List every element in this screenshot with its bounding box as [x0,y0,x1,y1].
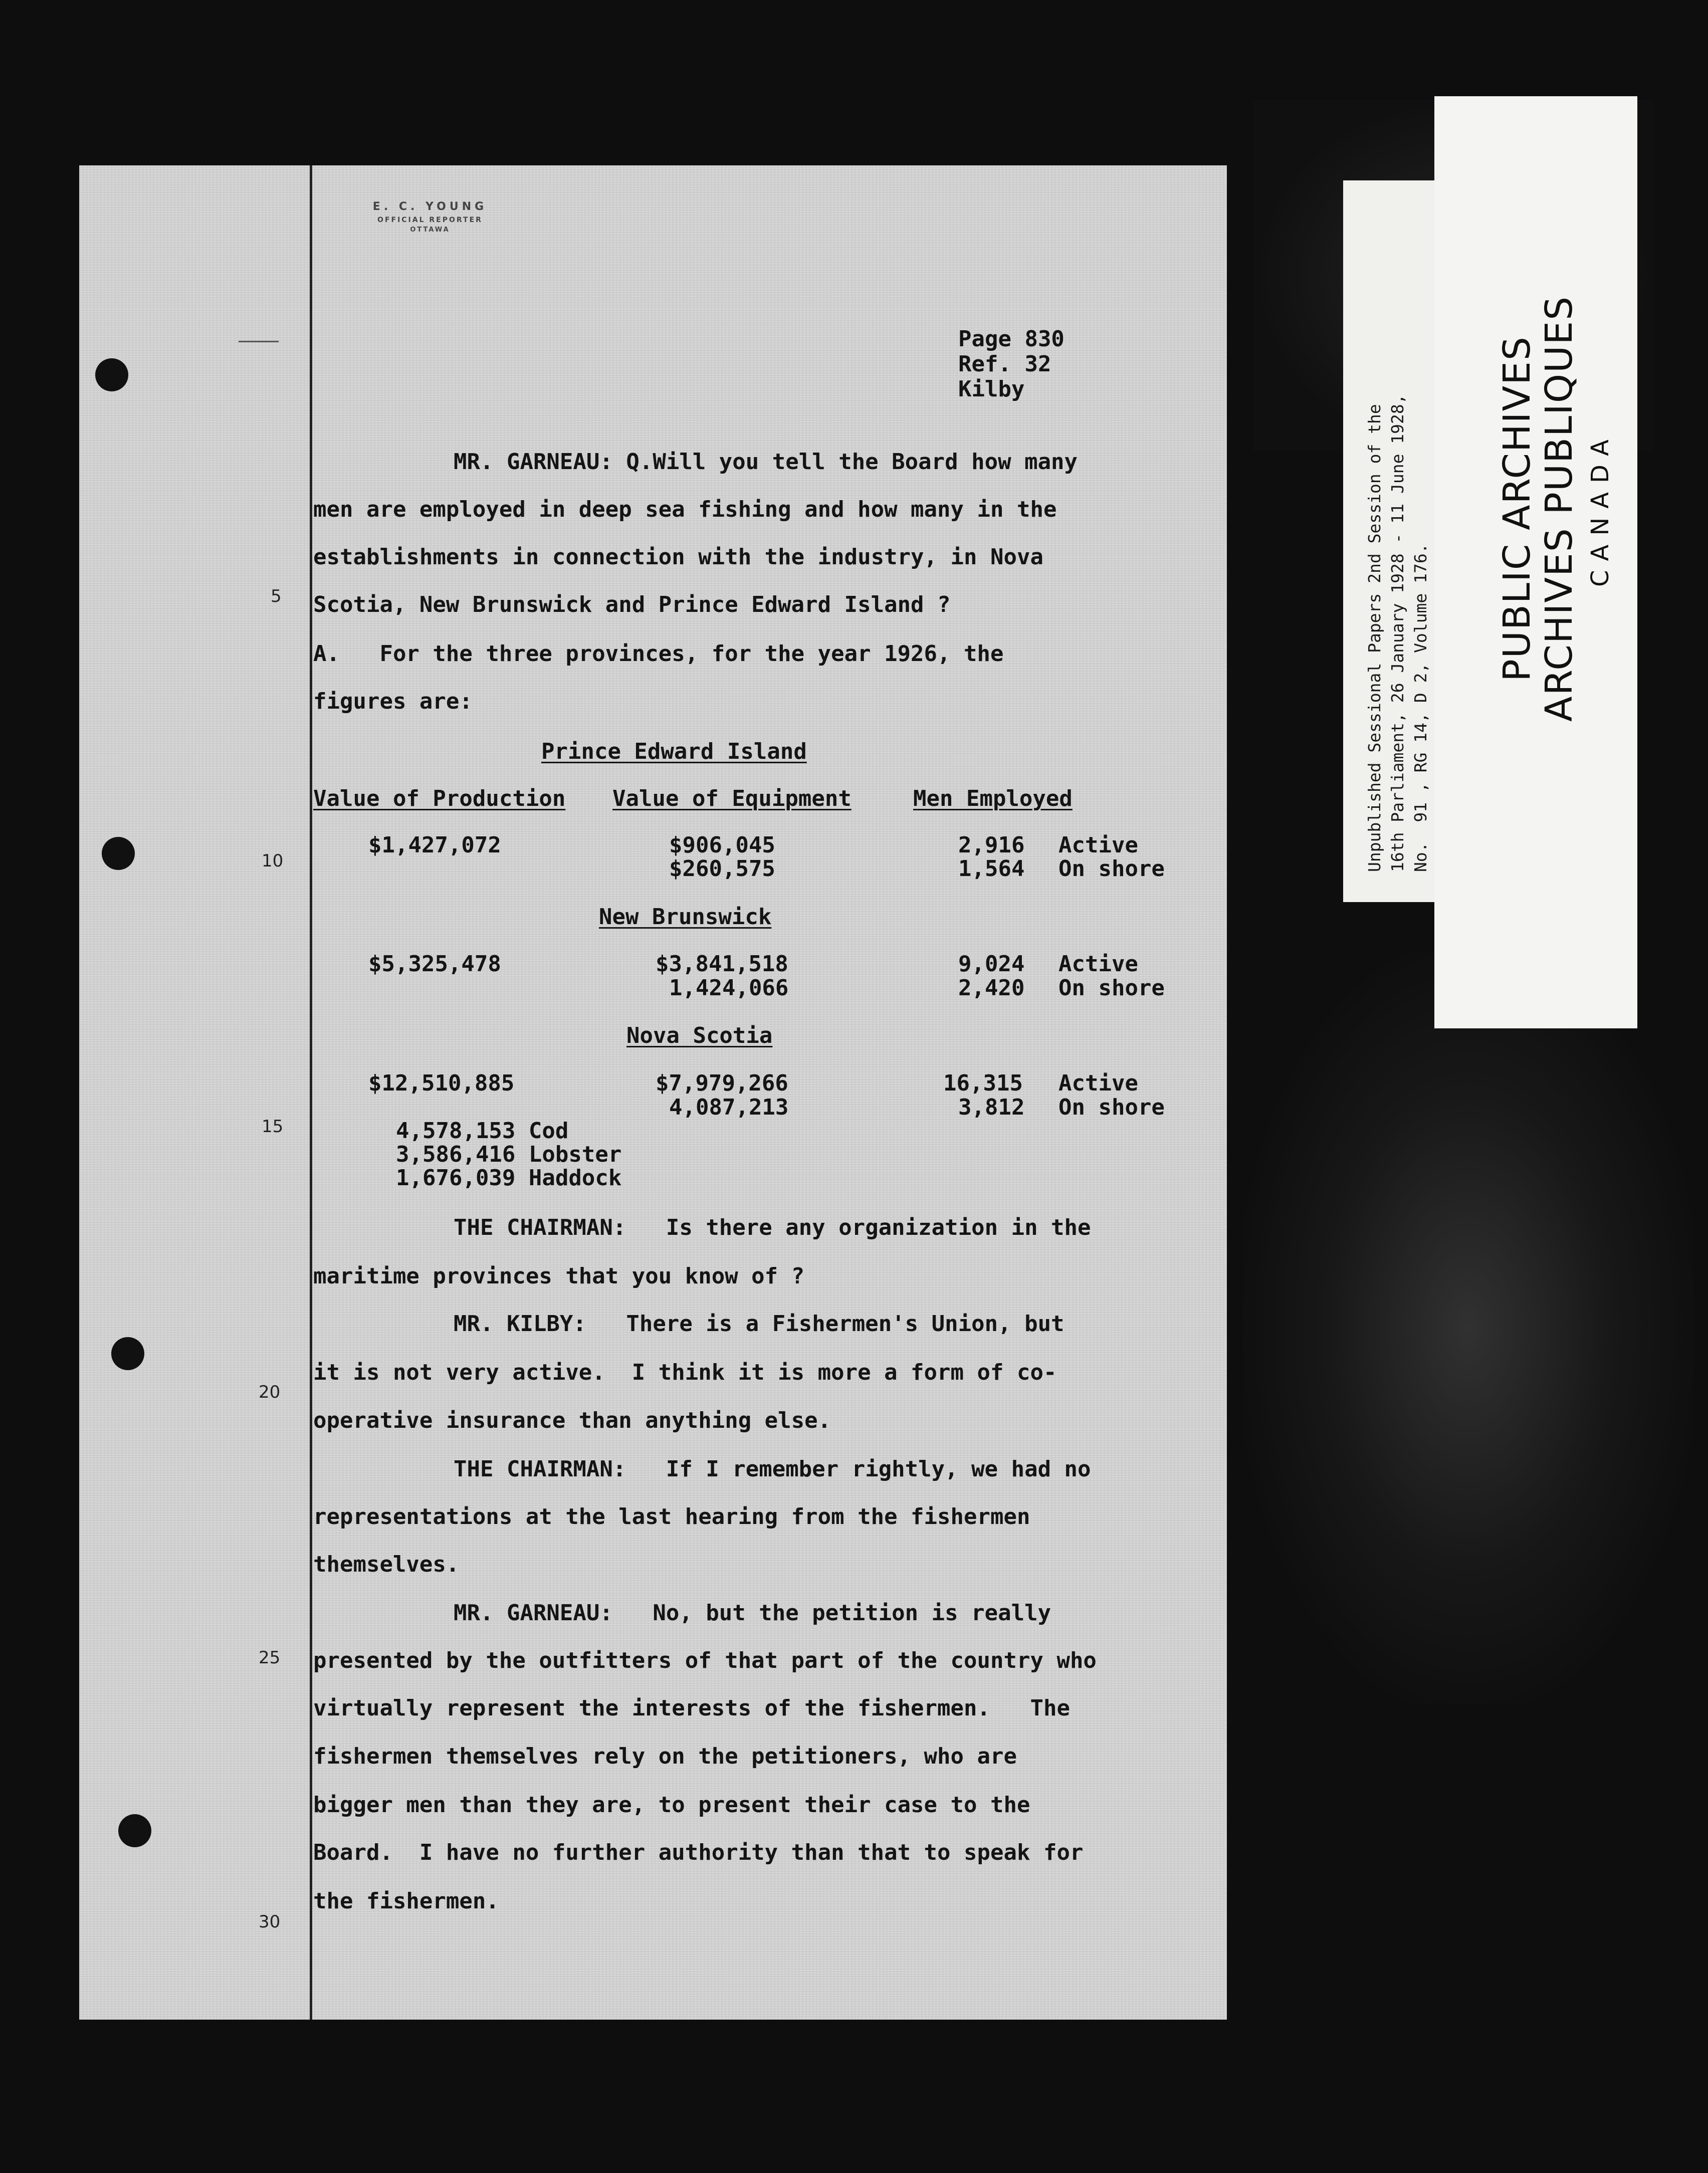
typewritten-page [79,165,1227,2020]
column-header: Value of Equipment [612,786,851,811]
men-type: Active [1058,832,1138,858]
punch-hole [111,1337,144,1370]
text-line: establishments in connection with the industry, in Nova [313,544,1043,570]
production-value: $1,427,072 [368,832,501,858]
punch-hole [118,1814,151,1847]
section-title: New Brunswick [599,904,772,930]
text-line: representations at the last hearing from the fishermen [313,1504,1030,1530]
equipment-value: $7,979,266 [656,1070,788,1096]
column-header: Men Employed [913,786,1073,811]
line-number: 25 [259,1648,281,1668]
catch-breakdown: 4,578,153 Cod [396,1118,569,1144]
men-type: On shore [1058,1095,1165,1120]
men-count: 9,024 [958,951,1025,977]
text-line: Scotia, New Brunswick and Prince Edward Island ? [313,592,951,617]
margin-tick [239,341,279,342]
slip-line: No. 91 , RG 14, D 2, Volume 176. [1411,543,1430,872]
archive-card-country: CANADA [1586,430,1614,587]
men-count: 3,812 [958,1095,1025,1120]
reporter-city: OTTAWA [410,226,450,234]
text-line: THE CHAIRMAN: If I remember rightly, we had no [454,1456,1091,1482]
text-line: fishermen themselves rely on the petitioners, who are [313,1744,1017,1769]
section-title: Prince Edward Island [541,739,807,764]
text-line: MR. GARNEAU: Q.Will you tell the Board how many [454,449,1078,475]
men-type: On shore [1058,975,1165,1001]
text-line: figures are: [313,689,473,714]
text-line: operative insurance than anything else. [313,1408,831,1433]
letterhead [310,200,550,234]
text-line: maritime provinces that you know of ? [313,1263,805,1289]
punch-hole [102,837,135,870]
men-type: Active [1058,951,1138,977]
punch-hole [95,358,128,391]
text-line: themselves. [313,1552,460,1577]
men-type: On shore [1058,856,1165,882]
page-number: Page 830 [958,326,1064,352]
production-value: $5,325,478 [368,951,501,977]
text-line: presented by the outfitters of that part of the country who [313,1648,1097,1673]
reporter-role: OFFICIAL REPORTER [377,216,483,224]
catch-breakdown: 1,676,039 Haddock [396,1165,622,1191]
text-line: MR. GARNEAU: No, but the petition is really [454,1600,1051,1626]
reporter-name: E. C. YOUNG [372,200,488,213]
men-count: 16,315 [943,1070,1023,1096]
section-title: Nova Scotia [626,1023,773,1048]
equipment-value: $906,045 [669,832,775,858]
slip-line: 16th Parliament, 26 January 1928 - 11 June 1928, [1388,394,1407,872]
line-number: 15 [262,1117,284,1137]
text-line: MR. KILBY: There is a Fishermen's Union, but [454,1311,1064,1337]
men-count: 2,420 [958,975,1025,1001]
line-number: 5 [271,586,282,606]
line-number: 10 [262,851,284,871]
witness-name: Kilby [958,376,1025,402]
text-line: THE CHAIRMAN: Is there any organization in the [454,1215,1091,1240]
text-line: A. For the three provinces, for the year 1926, the [313,641,1004,667]
production-value: $12,510,885 [368,1070,515,1096]
text-line: bigger men than they are, to present their case to the [313,1792,1030,1818]
men-type: Active [1058,1070,1138,1096]
reference: Ref. 32 [958,351,1051,377]
equipment-value: $260,575 [669,856,775,882]
archive-card-line: PUBLIC ARCHIVES [1496,336,1539,682]
archive-card-text [1496,208,1614,809]
text-line: it is not very active. I think it is more a form of co- [313,1360,1057,1385]
margin-rule [310,165,312,2020]
equipment-value: 1,424,066 [669,975,789,1001]
archive-card-line: ARCHIVES PUBLIQUES [1538,295,1581,722]
men-count: 1,564 [958,856,1025,882]
archive-slip-text [1363,170,1432,872]
background-glow [1243,952,1694,1704]
men-count: 2,916 [958,832,1025,858]
text-line: the fishermen. [313,1888,499,1914]
equipment-value: $3,841,518 [656,951,788,977]
equipment-value: 4,087,213 [669,1095,789,1120]
line-number: 30 [259,1912,281,1932]
column-header: Value of Production [313,786,566,811]
line-number: 20 [259,1382,281,1402]
slip-line: Unpublished Sessional Papers 2nd Session of the [1365,404,1384,872]
catch-breakdown: 3,586,416 Lobster [396,1142,622,1167]
text-line: men are employed in deep sea fishing and how many in the [313,497,1057,522]
text-line: virtually represent the interests of the fishermen. The [313,1695,1070,1721]
text-line: Board. I have no further authority than that to speak for [313,1840,1084,1865]
